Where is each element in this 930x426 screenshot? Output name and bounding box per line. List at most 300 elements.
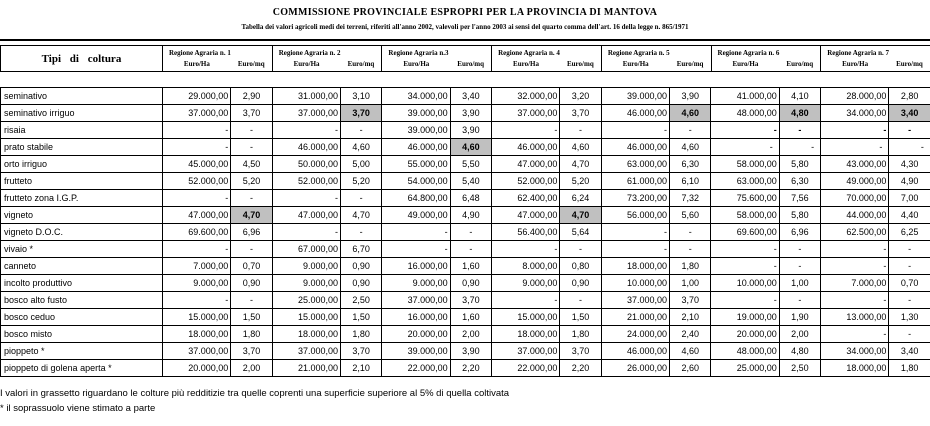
value-cell: - <box>889 122 930 139</box>
region-header: Regione Agraria n. 6 <box>711 46 821 59</box>
value-cell: - <box>889 139 930 156</box>
row-label: vivaio * <box>1 241 163 258</box>
value-cell: 2,00 <box>231 360 272 377</box>
value-cell: 2,20 <box>560 360 601 377</box>
value-cell: 1,50 <box>560 309 601 326</box>
value-cell: 1,00 <box>779 275 820 292</box>
value-cell: 41.000,00 <box>711 88 779 105</box>
value-cell: 1,50 <box>231 309 272 326</box>
value-cell: - <box>340 224 381 241</box>
row-label: seminativo irriguo <box>1 105 163 122</box>
table-row <box>1 173 930 190</box>
value-cell: 15.000,00 <box>272 309 340 326</box>
value-cell: 6,24 <box>560 190 601 207</box>
row-label: vigneto <box>1 207 163 224</box>
value-cell: 46.000,00 <box>601 105 669 122</box>
region-header: Regione Agraria n. 2 <box>272 46 382 59</box>
euro-ha-header: Euro/Ha <box>601 59 669 72</box>
value-cell: - <box>601 224 669 241</box>
value-cell: 6,25 <box>889 224 930 241</box>
value-cell: - <box>670 122 711 139</box>
value-cell: - <box>231 241 272 258</box>
value-cell: 15.000,00 <box>492 309 560 326</box>
value-cell: 3,90 <box>450 122 491 139</box>
value-cell: 73.200,00 <box>601 190 669 207</box>
value-cell: 4,70 <box>340 207 381 224</box>
euro-mq-header: Euro/mq <box>786 59 814 68</box>
value-cell: 9.000,00 <box>492 275 560 292</box>
value-cell: 48.000,00 <box>711 105 779 122</box>
value-cell: 25.000,00 <box>711 360 779 377</box>
value-cell: 5,20 <box>231 173 272 190</box>
row-label: bosco alto fusto <box>1 292 163 309</box>
table-row <box>1 292 930 309</box>
value-cell: 21.000,00 <box>601 309 669 326</box>
value-cell: 56.400,00 <box>492 224 560 241</box>
value-cell: 3,70 <box>340 343 381 360</box>
euro-ha-header: Euro/Ha <box>492 59 560 72</box>
value-cell: 6,10 <box>670 173 711 190</box>
value-cell: 46.000,00 <box>382 139 450 156</box>
value-cell: - <box>779 258 820 275</box>
value-cell: 3,70 <box>231 105 272 122</box>
value-cell: - <box>560 122 601 139</box>
value-cell: 0,90 <box>340 275 381 292</box>
value-cell: - <box>711 292 779 309</box>
table-row <box>1 88 930 105</box>
value-cell: 3,40 <box>889 105 930 122</box>
value-cell: 6,96 <box>779 224 820 241</box>
value-cell: 4,60 <box>560 139 601 156</box>
row-label: frutteto <box>1 173 163 190</box>
value-cell: 47.000,00 <box>492 156 560 173</box>
value-cell: - <box>492 122 560 139</box>
value-cell: 37.000,00 <box>163 105 231 122</box>
value-cell: 5,20 <box>560 173 601 190</box>
value-cell: 20.000,00 <box>711 326 779 343</box>
value-cell: 25.000,00 <box>272 292 340 309</box>
value-cell: 54.000,00 <box>382 173 450 190</box>
row-label: orto irriguo <box>1 156 163 173</box>
value-cell: 0,80 <box>560 258 601 275</box>
value-cell: 47.000,00 <box>492 207 560 224</box>
value-cell: 18.000,00 <box>821 360 889 377</box>
value-cell: 26.000,00 <box>601 360 669 377</box>
row-label: prato stabile <box>1 139 163 156</box>
row-label: risaia <box>1 122 163 139</box>
value-cell: 3,70 <box>560 343 601 360</box>
footnote-asterisk: * il soprassuolo viene stimato a parte <box>0 403 156 414</box>
table-row <box>1 156 930 173</box>
value-cell: 64.800,00 <box>382 190 450 207</box>
value-cell: 2,10 <box>340 360 381 377</box>
value-cell: 37.000,00 <box>601 292 669 309</box>
region-header: Regione Agraria n. 7 <box>821 46 930 59</box>
value-cell: 46.000,00 <box>272 139 340 156</box>
value-cell: 2,10 <box>670 309 711 326</box>
value-cell: 9.000,00 <box>163 275 231 292</box>
value-cell: - <box>231 292 272 309</box>
value-cell: 3,40 <box>450 88 491 105</box>
value-cell: 3,70 <box>450 292 491 309</box>
row-label: frutteto zona I.G.P. <box>1 190 163 207</box>
value-cell: 4,60 <box>670 139 711 156</box>
value-cell: 39.000,00 <box>382 122 450 139</box>
value-cell: 8.000,00 <box>492 258 560 275</box>
value-cell: 49.000,00 <box>382 207 450 224</box>
value-cell: 9.000,00 <box>382 275 450 292</box>
table-row <box>1 224 930 241</box>
value-cell: 7.000,00 <box>821 275 889 292</box>
value-cell: 4,60 <box>670 343 711 360</box>
value-cell: 2,80 <box>889 88 930 105</box>
value-cell: 3,90 <box>450 343 491 360</box>
value-cell: - <box>670 241 711 258</box>
value-cell: 6,48 <box>450 190 491 207</box>
row-label: bosco misto <box>1 326 163 343</box>
value-cell: - <box>711 258 779 275</box>
value-cell: - <box>163 241 231 258</box>
value-cell: - <box>163 139 231 156</box>
euro-mq-header: Euro/mq <box>896 59 923 68</box>
value-cell: 5,80 <box>779 207 820 224</box>
footnotes <box>0 386 930 416</box>
value-cell: 1,80 <box>560 326 601 343</box>
value-cell: 63.000,00 <box>711 173 779 190</box>
value-cell: 4,70 <box>560 207 601 224</box>
value-cell: 4,10 <box>779 88 820 105</box>
value-cell: 69.600,00 <box>163 224 231 241</box>
value-cell: 4,70 <box>231 207 272 224</box>
value-cell: 3,40 <box>889 343 930 360</box>
value-cell: 22.000,00 <box>492 360 560 377</box>
column-header-table <box>0 45 930 72</box>
row-label: canneto <box>1 258 163 275</box>
value-cell: 16.000,00 <box>382 309 450 326</box>
value-cell: 61.000,00 <box>601 173 669 190</box>
value-cell: - <box>560 241 601 258</box>
value-cell: 4,80 <box>779 343 820 360</box>
region-header: Regione Agraria n. 5 <box>601 46 711 59</box>
value-cell: - <box>450 224 491 241</box>
value-cell: 5,50 <box>450 156 491 173</box>
value-cell: 7,56 <box>779 190 820 207</box>
region-header: Regione Agraria n. 1 <box>163 46 273 59</box>
value-cell: 4,80 <box>779 105 820 122</box>
table-row <box>1 360 930 377</box>
value-cell: 4,90 <box>450 207 491 224</box>
value-cell: 3,70 <box>560 105 601 122</box>
value-cell: 3,70 <box>231 343 272 360</box>
value-cell: 6,96 <box>231 224 272 241</box>
value-cell: 37.000,00 <box>272 105 340 122</box>
value-cell: 0,90 <box>450 275 491 292</box>
value-cell: - <box>821 292 889 309</box>
euro-mq-header: Euro/mq <box>347 59 375 68</box>
value-cell: - <box>889 326 930 343</box>
value-cell: 10.000,00 <box>711 275 779 292</box>
value-cell: - <box>231 190 272 207</box>
value-cell: 1,30 <box>889 309 930 326</box>
value-cell: - <box>711 122 779 139</box>
value-cell: - <box>821 139 889 156</box>
value-cell: 2,50 <box>340 292 381 309</box>
value-cell: 5,80 <box>779 156 820 173</box>
value-cell: 19.000,00 <box>711 309 779 326</box>
value-cell: 0,90 <box>340 258 381 275</box>
table-row <box>1 343 930 360</box>
value-cell: 7,00 <box>889 190 930 207</box>
value-cell: 29.000,00 <box>163 88 231 105</box>
value-cell: 4,70 <box>560 156 601 173</box>
table-row <box>1 122 930 139</box>
top-rule-divider <box>0 39 930 41</box>
value-cell: 63.000,00 <box>601 156 669 173</box>
value-cell: - <box>821 122 889 139</box>
region-header-row <box>1 46 930 59</box>
value-cell: 1,60 <box>450 258 491 275</box>
value-cell: 49.000,00 <box>821 173 889 190</box>
value-cell: 58.000,00 <box>711 207 779 224</box>
euro-ha-header: Euro/Ha <box>163 59 231 72</box>
value-cell: - <box>779 139 820 156</box>
value-cell: 1,80 <box>670 258 711 275</box>
value-cell: 2,00 <box>450 326 491 343</box>
value-cell: 6,30 <box>779 173 820 190</box>
value-cell: - <box>340 122 381 139</box>
value-cell: 4,40 <box>889 207 930 224</box>
value-cell: 58.000,00 <box>711 156 779 173</box>
value-cell: 62.400,00 <box>492 190 560 207</box>
value-cell: 2,20 <box>450 360 491 377</box>
value-cell: 75.600,00 <box>711 190 779 207</box>
value-cell: 6,70 <box>340 241 381 258</box>
value-cell: 1,50 <box>340 309 381 326</box>
region-header: Regione Agraria n.3 <box>382 46 492 59</box>
value-cell: 48.000,00 <box>711 343 779 360</box>
value-cell: 1,80 <box>231 326 272 343</box>
value-cell: 37.000,00 <box>163 343 231 360</box>
value-cell: - <box>779 122 820 139</box>
value-cell: 4,60 <box>340 139 381 156</box>
euro-mq-header: Euro/mq <box>676 59 704 68</box>
row-label: pioppeto * <box>1 343 163 360</box>
value-cell: 5,60 <box>670 207 711 224</box>
value-cell: 1,90 <box>779 309 820 326</box>
value-cell: 34.000,00 <box>382 88 450 105</box>
value-cell: 6,30 <box>670 156 711 173</box>
table-row <box>1 207 930 224</box>
euro-ha-header: Euro/Ha <box>382 59 450 72</box>
value-cell: - <box>779 241 820 258</box>
value-cell: 3,90 <box>450 105 491 122</box>
value-cell: - <box>450 241 491 258</box>
value-cell: 4,90 <box>889 173 930 190</box>
value-cell: 47.000,00 <box>163 207 231 224</box>
value-cell: 5,64 <box>560 224 601 241</box>
value-cell: 0,90 <box>231 275 272 292</box>
value-cell: 20.000,00 <box>163 360 231 377</box>
value-cell: - <box>601 122 669 139</box>
value-cell: - <box>711 139 779 156</box>
value-cell: - <box>340 190 381 207</box>
value-cell: 37.000,00 <box>382 292 450 309</box>
value-cell: 52.000,00 <box>492 173 560 190</box>
value-cell: - <box>821 258 889 275</box>
value-cell: - <box>670 224 711 241</box>
value-cell: 22.000,00 <box>382 360 450 377</box>
value-cell: 5,40 <box>450 173 491 190</box>
page-subtitle: Tabella dei valori agricoli medi dei terreni, riferiti all'anno 2002, valevoli per l'anno 2003 ai sensi del quarto comma dell'art. 16 della legge n. 865/1971 <box>241 23 689 31</box>
table-row <box>1 241 930 258</box>
footnote-bold-values: I valori in grassetto riguardano le colture più redditizie tra quelle coprenti una superficie superiore al 5% di quella coltivata <box>0 388 510 399</box>
value-cell: 31.000,00 <box>272 88 340 105</box>
value-cell: 3,90 <box>670 88 711 105</box>
value-cell: 20.000,00 <box>382 326 450 343</box>
value-cell: 24.000,00 <box>601 326 669 343</box>
table-row <box>1 258 930 275</box>
value-cell: 1,00 <box>670 275 711 292</box>
value-cell: 3,10 <box>340 88 381 105</box>
value-cell: 3,20 <box>560 88 601 105</box>
value-cell: 18.000,00 <box>492 326 560 343</box>
value-cell: 55.000,00 <box>382 156 450 173</box>
value-cell: 10.000,00 <box>601 275 669 292</box>
value-cell: - <box>163 292 231 309</box>
value-cell: 18.000,00 <box>272 326 340 343</box>
value-cell: - <box>231 122 272 139</box>
value-cell: 46.000,00 <box>601 343 669 360</box>
value-cell: 9.000,00 <box>272 258 340 275</box>
euro-mq-header: Euro/mq <box>237 59 265 68</box>
region-header: Regione Agraria n. 4 <box>492 46 602 59</box>
value-cell: 0,70 <box>889 275 930 292</box>
value-cell: 1,80 <box>889 360 930 377</box>
value-cell: 18.000,00 <box>163 326 231 343</box>
crop-type-header: Tipi di coltura <box>1 46 163 72</box>
value-cell: 4,60 <box>670 105 711 122</box>
value-cell: 13.000,00 <box>821 309 889 326</box>
value-cell: 62.500,00 <box>821 224 889 241</box>
row-label: incolto produttivo <box>1 275 163 292</box>
value-cell: 37.000,00 <box>272 343 340 360</box>
value-cell: 39.000,00 <box>382 105 450 122</box>
value-cell: 5,00 <box>340 156 381 173</box>
value-cell: - <box>821 326 889 343</box>
value-cell: - <box>272 190 340 207</box>
value-cell: - <box>163 190 231 207</box>
value-cell: - <box>601 241 669 258</box>
value-cell: 4,60 <box>450 139 491 156</box>
value-cell: 9.000,00 <box>272 275 340 292</box>
value-cell: - <box>889 241 930 258</box>
value-cell: 67.000,00 <box>272 241 340 258</box>
value-cell: - <box>492 241 560 258</box>
value-cell: 7.000,00 <box>163 258 231 275</box>
value-cell: 39.000,00 <box>382 343 450 360</box>
row-label: seminativo <box>1 88 163 105</box>
value-cell: - <box>711 241 779 258</box>
euro-ha-header: Euro/Ha <box>821 59 889 72</box>
value-cell: 2,60 <box>670 360 711 377</box>
table-row <box>1 105 930 122</box>
euro-ha-header: Euro/Ha <box>711 59 779 72</box>
table-row <box>1 275 930 292</box>
value-cell: 69.600,00 <box>711 224 779 241</box>
euro-ha-header: Euro/Ha <box>272 59 340 72</box>
value-cell: 46.000,00 <box>601 139 669 156</box>
value-cell: 21.000,00 <box>272 360 340 377</box>
value-cell: - <box>382 241 450 258</box>
value-cell: 0,70 <box>231 258 272 275</box>
value-cell: 47.000,00 <box>272 207 340 224</box>
value-cell: 0,90 <box>560 275 601 292</box>
value-cell: 3,70 <box>670 292 711 309</box>
values-table-body <box>1 88 930 377</box>
value-cell: - <box>779 292 820 309</box>
row-label: vigneto D.O.C. <box>1 224 163 241</box>
value-cell: - <box>492 292 560 309</box>
value-cell: 52.000,00 <box>163 173 231 190</box>
value-cell: 4,30 <box>889 156 930 173</box>
value-cell: - <box>821 241 889 258</box>
value-cell: 56.000,00 <box>601 207 669 224</box>
table-row <box>1 326 930 343</box>
value-cell: 1,60 <box>450 309 491 326</box>
value-cell: 70.000,00 <box>821 190 889 207</box>
value-cell: 1,80 <box>340 326 381 343</box>
row-label: pioppeto di golena aperta * <box>1 360 163 377</box>
row-label: bosco ceduo <box>1 309 163 326</box>
value-cell: 16.000,00 <box>382 258 450 275</box>
value-cell: 2,90 <box>231 88 272 105</box>
euro-mq-header: Euro/mq <box>457 59 485 68</box>
euro-mq-header: Euro/mq <box>567 59 594 68</box>
value-cell: 34.000,00 <box>821 105 889 122</box>
value-cell: - <box>382 224 450 241</box>
value-cell: 7,32 <box>670 190 711 207</box>
value-cell: 32.000,00 <box>492 88 560 105</box>
value-cell: 28.000,00 <box>821 88 889 105</box>
value-cell: - <box>560 292 601 309</box>
value-cell: 50.000,00 <box>272 156 340 173</box>
value-cell: 2,50 <box>779 360 820 377</box>
page-title: COMMISSIONE PROVINCIALE ESPROPRI PER LA PROVINCIA DI MANTOVA <box>272 7 658 18</box>
value-cell: - <box>272 224 340 241</box>
value-cell: 5,20 <box>340 173 381 190</box>
value-cell: 34.000,00 <box>821 343 889 360</box>
value-cell: 15.000,00 <box>163 309 231 326</box>
value-cell: - <box>889 258 930 275</box>
value-cell: 52.000,00 <box>272 173 340 190</box>
table-row <box>1 139 930 156</box>
value-cell: 44.000,00 <box>821 207 889 224</box>
table-row <box>1 309 930 326</box>
value-cell: 4,50 <box>231 156 272 173</box>
value-cell: 45.000,00 <box>163 156 231 173</box>
value-cell: 37.000,00 <box>492 343 560 360</box>
value-cell: 46.000,00 <box>492 139 560 156</box>
value-cell: 18.000,00 <box>601 258 669 275</box>
value-cell: - <box>163 122 231 139</box>
table-row <box>1 190 930 207</box>
value-cell: - <box>889 292 930 309</box>
value-cell: 37.000,00 <box>492 105 560 122</box>
value-cell: 3,70 <box>340 105 381 122</box>
value-cell: 2,00 <box>779 326 820 343</box>
values-table <box>0 87 930 377</box>
value-cell: 2,40 <box>670 326 711 343</box>
